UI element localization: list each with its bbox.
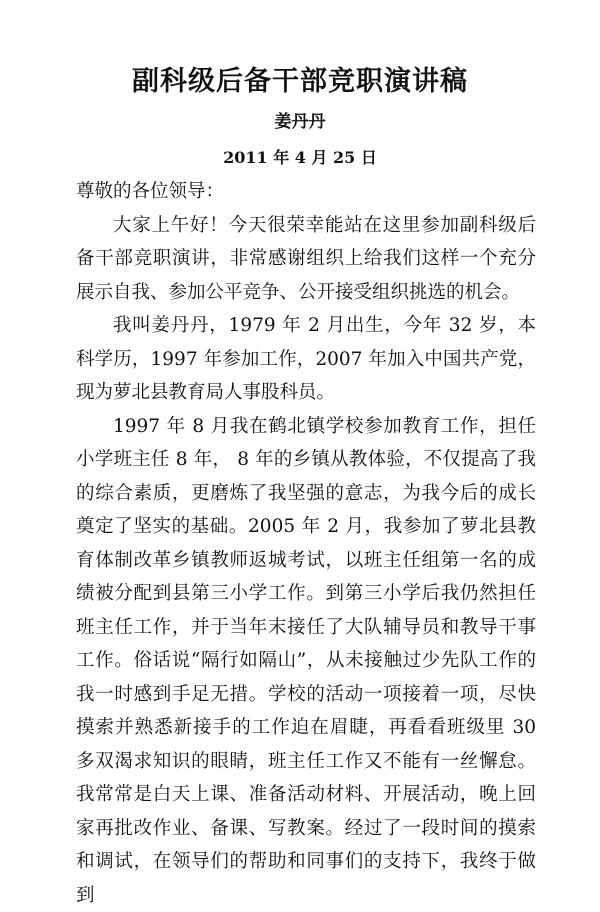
author-name: 姜丹丹 [0, 110, 600, 134]
document-date: 2011 年 4 月 25 日 [0, 147, 600, 169]
salutation: 尊敬的各位领导： [76, 175, 536, 209]
document-title: 副科级后备干部竞职演讲稿 [0, 64, 600, 100]
paragraph-work-experience: 1997 年 8 月我在鹤北镇学校参加教育工作，担任小学班主任 8 年， 8 年的乡镇从教体验，不仅提高了我的综合素质，更磨炼了我坚强的意志，为我今后的成长奠定了坚实的基础。2005 年 2 月，我参加了萝北县教育体制改革乡镇教师返城考试，以班主任组第一名的成绩被分配到县第三小学工作。到第三小学后我仍然担任班主任工作，并于当年末接任了大队辅导员和教导干事工作。俗话说“隔行如隔山”，从未接触过少先队工作的我一时感到手足无措。学校的活动一项接着一项，尽快摸索并熟悉新接手的工作迫在眉睫，再看看班级里 30 多双渴求知识的眼睛，班主任工作又不能有一丝懈怠。我常常是白天上课、准备活动材料、开展活动，晚上回家再批改作业、备课、写教案。经过了一段时间的摸索和调试，在领导们的帮助和同事们的支持下，我终于做到 [76, 410, 536, 912]
speech-body [76, 175, 536, 912]
paragraph-introduction: 我叫姜丹丹，1979 年 2 月出生，今年 32 岁，本科学历，1997 年参加工作，2007 年加入中国共产党，现为萝北县教育局人事股科员。 [76, 309, 536, 410]
paragraph-greeting: 大家上午好！今天很荣幸能站在这里参加副科级后备干部竞职演讲，非常感谢组织上给我们这样一个充分展示自我、参加公平竞争、公开接受组织挑选的机会。 [76, 209, 536, 310]
